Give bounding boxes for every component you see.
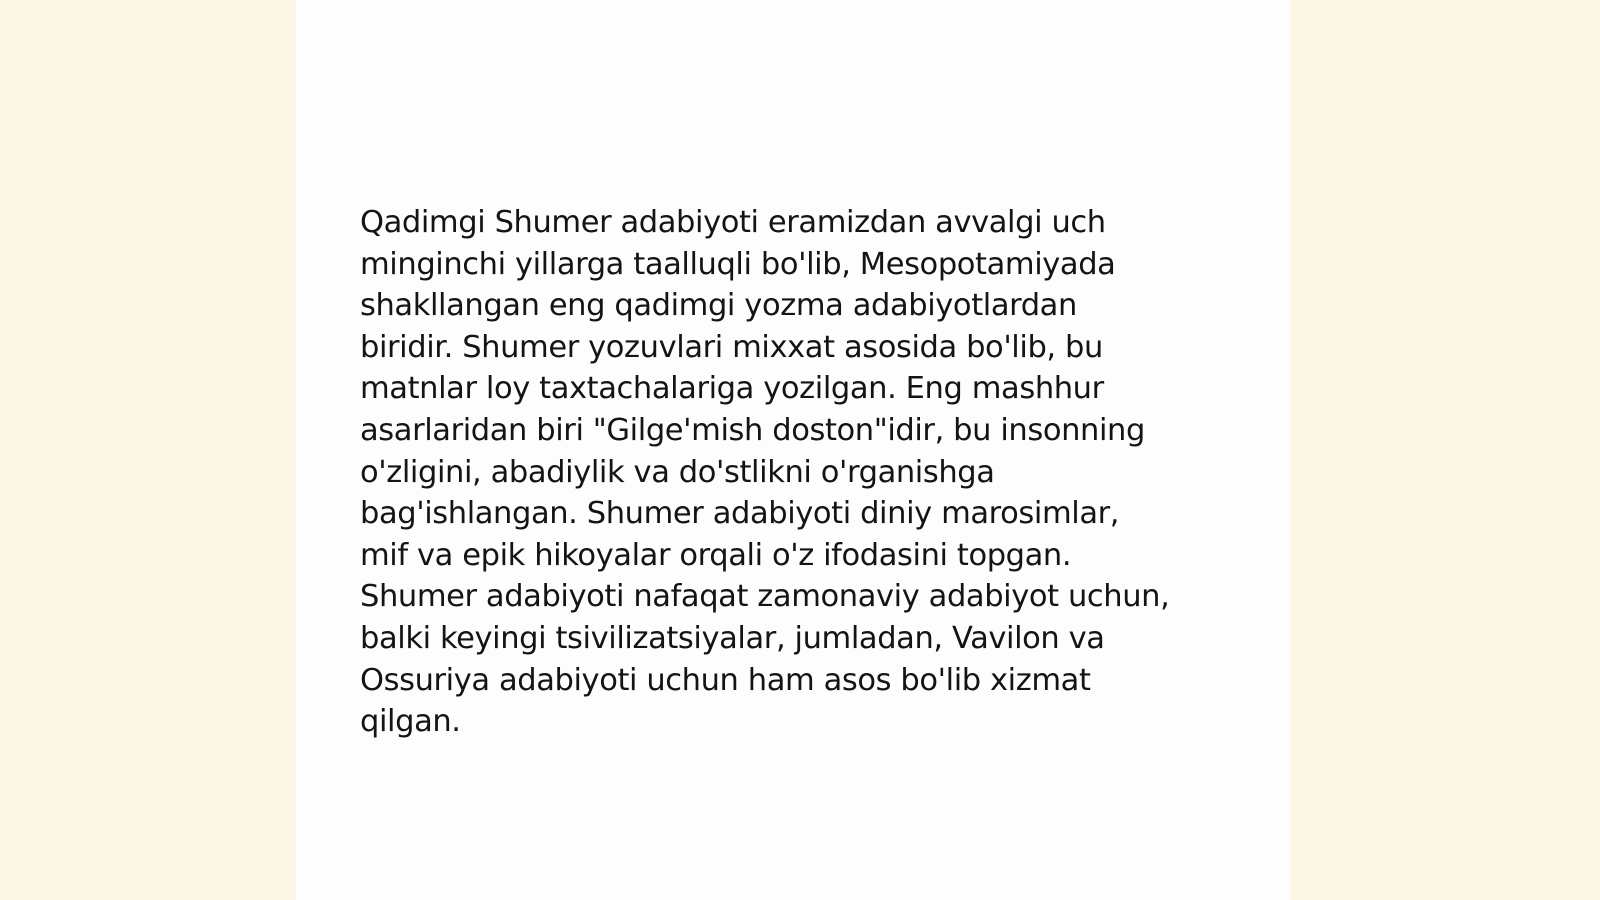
left-background-margin	[0, 0, 296, 900]
document-page	[296, 0, 1290, 900]
right-background-margin	[1290, 0, 1600, 900]
document-paragraph: Qadimgi Shumer adabiyoti eramizdan avvalgi uch minginchi yillarga taalluqli bo'lib, Mesopotamiyada shakllangan eng qadimgi yozma adabiyotlardan biridir. Shumer yozuvlari mixxat asosida bo'lib, bu matnlar loy taxtachalariga yozilgan. Eng mashhur asarlaridan biri "Gilge'mish doston"idir, bu insonning o'zligini, abadiylik va do'stlikni o'rganishga bag'ishlangan. Shumer adabiyoti diniy marosimlar, mif va epik hikoyalar orqali o'z ifodasini topgan. Shumer adabiyoti nafaqat zamonaviy adabiyot uchun, balki keyingi tsivilizatsiyalar, jumladan, Vavilon va Ossuriya adabiyoti uchun ham asos bo'lib xizmat qilgan.	[360, 205, 1170, 740]
